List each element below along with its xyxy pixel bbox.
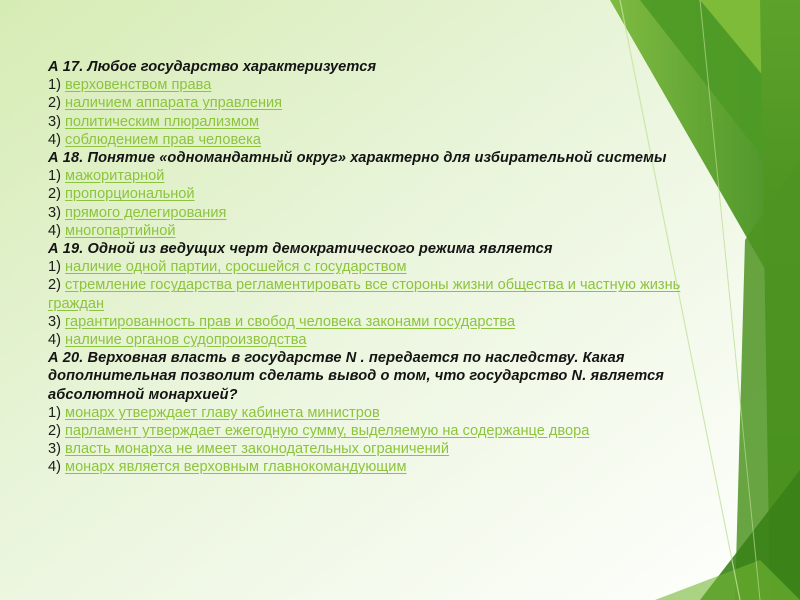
option-number: 3): [48, 204, 66, 221]
answer-option[interactable]: [48, 222, 728, 240]
questions-content: [48, 58, 728, 477]
option-number: 1): [48, 77, 66, 94]
question-a20: [48, 349, 728, 476]
option-link[interactable]: соблюдением прав человека: [65, 131, 261, 148]
option-number: 4): [48, 332, 66, 349]
question-title: А 19. Одной из ведущих черт демократического режима является: [48, 241, 553, 258]
answer-option[interactable]: [48, 76, 728, 94]
answer-option[interactable]: [48, 422, 728, 440]
answer-option[interactable]: [48, 94, 728, 112]
option-number: 1): [48, 259, 66, 276]
option-link[interactable]: власть монарха не имеет законодательных ограничений: [65, 441, 449, 458]
option-link[interactable]: политическим плюрализмом: [65, 113, 260, 130]
answer-option[interactable]: [48, 113, 728, 131]
option-link[interactable]: прямого делегирования: [65, 204, 227, 221]
option-number: 3): [48, 313, 66, 330]
option-link[interactable]: гарантированность прав и свобод человека законами государства: [65, 313, 516, 330]
option-link[interactable]: наличием аппарата управления: [65, 95, 283, 112]
option-link[interactable]: многопартийной: [65, 222, 176, 239]
option-link[interactable]: парламент утверждает ежегодную сумму, выделяемую на содержанце двора: [65, 423, 590, 440]
option-number: 2): [48, 186, 66, 203]
option-number: 3): [48, 113, 66, 130]
question-title: А 17. Любое государство характеризуется: [48, 59, 377, 75]
option-number: 2): [48, 277, 66, 294]
question-a17: [48, 58, 728, 149]
option-link[interactable]: мажоритарной: [65, 168, 165, 185]
option-number: 1): [48, 404, 66, 421]
option-number: 4): [48, 131, 66, 148]
answer-option[interactable]: [48, 440, 728, 458]
option-number: 4): [48, 222, 66, 239]
option-link[interactable]: пропорциональной: [65, 186, 195, 203]
option-number: 4): [48, 459, 66, 476]
answer-option[interactable]: [48, 167, 728, 185]
answer-option[interactable]: [48, 458, 728, 476]
option-number: 3): [48, 441, 66, 458]
option-link[interactable]: наличие одной партии, сросшейся с государством: [65, 259, 407, 276]
question-title: А 20. Верховная власть в государстве N . передается по наследству. Какая дополнительная позволит сделать вывод о том, что государство N. является абсолютной монархией?: [48, 350, 664, 403]
option-link[interactable]: монарх утверждает главу кабинета министров: [65, 404, 380, 421]
answer-option[interactable]: [48, 258, 728, 276]
answer-option[interactable]: [48, 313, 728, 331]
question-title: А 18. Понятие «одномандатный округ» характерно для избирательной системы: [48, 150, 667, 167]
question-a18: [48, 149, 728, 240]
option-link[interactable]: наличие органов судопроизводства: [65, 332, 307, 349]
option-number: 2): [48, 95, 66, 112]
question-a19: [48, 240, 728, 349]
option-number: 2): [48, 423, 66, 440]
answer-option[interactable]: [48, 131, 728, 149]
answer-option[interactable]: [48, 331, 728, 349]
answer-option[interactable]: [48, 404, 728, 422]
answer-option[interactable]: [48, 276, 728, 312]
option-number: 1): [48, 168, 66, 185]
option-link[interactable]: верховенством права: [65, 77, 212, 94]
answer-option[interactable]: [48, 204, 728, 222]
option-link[interactable]: монарх является верховным главнокомандующим: [65, 459, 407, 476]
option-link[interactable]: стремление государства регламентировать все стороны жизни общества и частную жизнь граждан: [48, 277, 681, 312]
answer-option[interactable]: [48, 185, 728, 203]
